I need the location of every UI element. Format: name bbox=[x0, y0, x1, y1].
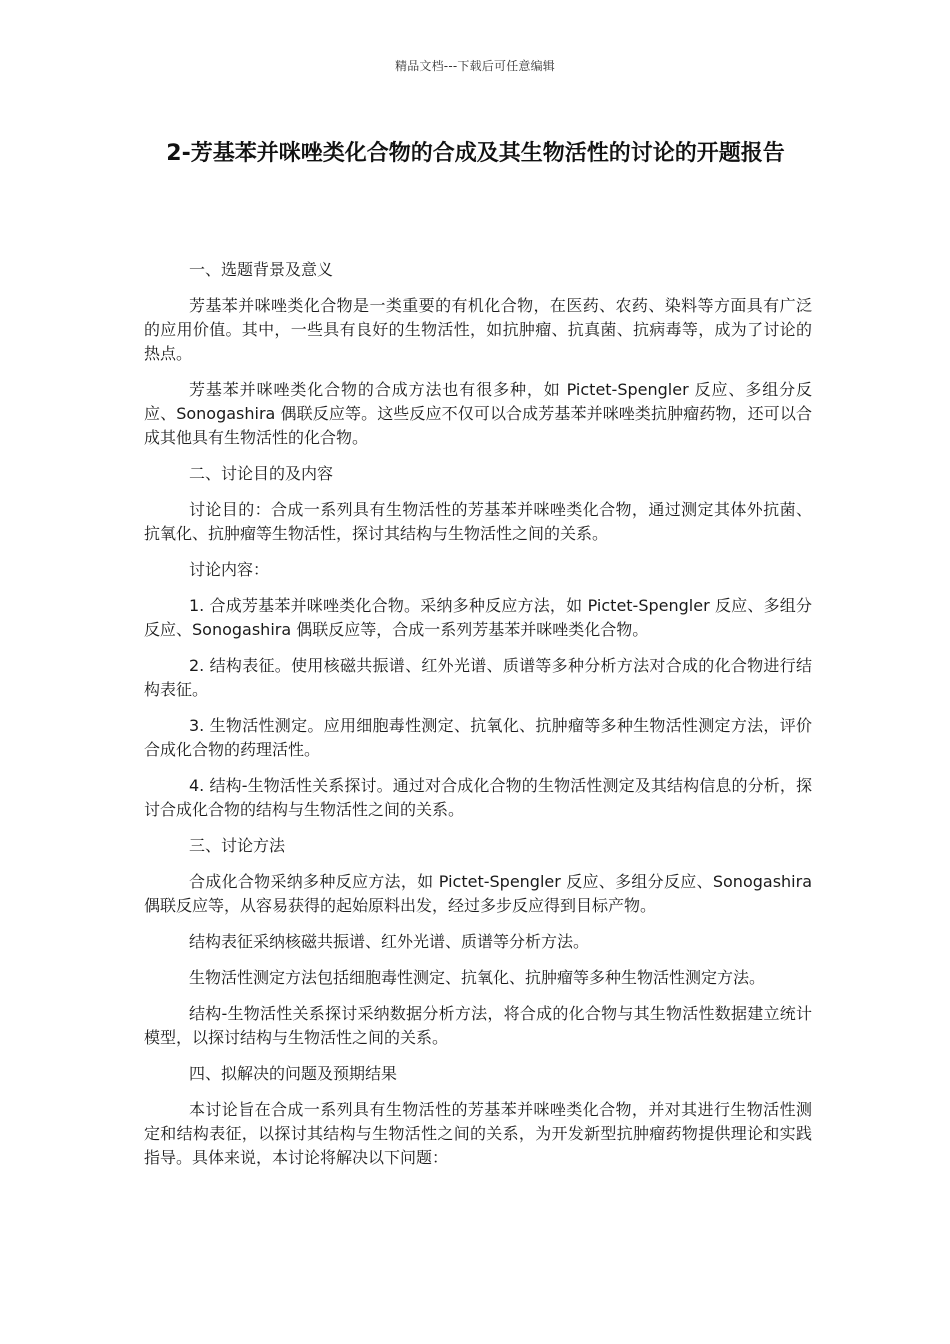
list-item: 3. 生物活性测定。应用细胞毒性测定、抗氧化、抗肿瘤等多种生物活性测定方法，评价合成化合物的药理活性。 bbox=[144, 716, 812, 759]
paragraph: 讨论目的：合成一系列具有生物活性的芳基苯并咪唑类化合物，通过测定其体外抗菌、抗氧化、抗肿瘤等生物活性，探讨其结构与生物活性之间的关系。 bbox=[144, 500, 812, 543]
document-body bbox=[144, 258, 812, 1182]
section-methods bbox=[144, 834, 812, 1050]
paragraph: 合成化合物采纳多种反应方法，如 Pictet-Spengler 反应、多组分反应、Sonogashira 偶联反应等，从容易获得的起始原料出发，经过多步反应得到目标产物。 bbox=[144, 872, 812, 915]
paragraph: 讨论内容： bbox=[189, 560, 270, 579]
paragraph: 结构-生物活性关系探讨采纳数据分析方法，将合成的化合物与其生物活性数据建立统计模型，以探讨结构与生物活性之间的关系。 bbox=[144, 1004, 812, 1047]
paragraph: 结构表征采纳核磁共振谱、红外光谱、质谱等分析方法。 bbox=[189, 932, 590, 951]
header-note: 精品文档---下载后可任意编辑 bbox=[395, 59, 555, 73]
section-heading: 一、选题背景及意义 bbox=[189, 260, 334, 279]
section-objectives bbox=[144, 462, 812, 822]
list-item: 4. 结构-生物活性关系探讨。通过对合成化合物的生物活性测定及其结构信息的分析，探讨合成化合物的结构与生物活性之间的关系。 bbox=[144, 776, 812, 819]
list-item: 2. 结构表征。使用核磁共振谱、红外光谱、质谱等多种分析方法对合成的化合物进行结构表征。 bbox=[144, 656, 812, 699]
section-background bbox=[144, 258, 812, 450]
list-item: 1. 合成芳基苯并咪唑类化合物。采纳多种反应方法，如 Pictet-Spengler 反应、多组分反应、Sonogashira 偶联反应等，合成一系列芳基苯并咪唑类化合物。 bbox=[144, 596, 812, 639]
paragraph: 芳基苯并咪唑类化合物的合成方法也有很多种，如 Pictet-Spengler 反应、多组分反应、Sonogashira 偶联反应等。这些反应不仅可以合成芳基苯并咪唑类抗肿瘤药物，还可以合成其他具有生物活性的化合物。 bbox=[144, 380, 812, 447]
section-heading: 三、讨论方法 bbox=[189, 836, 286, 855]
paragraph: 芳基苯并咪唑类化合物是一类重要的有机化合物，在医药、农药、染料等方面具有广泛的应用价值。其中，一些具有良好的生物活性，如抗肿瘤、抗真菌、抗病毒等，成为了讨论的热点。 bbox=[144, 296, 812, 363]
paragraph: 生物活性测定方法包括细胞毒性测定、抗氧化、抗肿瘤等多种生物活性测定方法。 bbox=[189, 968, 766, 987]
section-heading: 二、讨论目的及内容 bbox=[189, 464, 334, 483]
section-heading: 四、拟解决的问题及预期结果 bbox=[189, 1064, 398, 1083]
page-title: 2-芳基苯并咪唑类化合物的合成及其生物活性的讨论的开题报告 bbox=[166, 141, 785, 166]
paragraph: 本讨论旨在合成一系列具有生物活性的芳基苯并咪唑类化合物，并对其进行生物活性测定和结构表征，以探讨其结构与生物活性之间的关系，为开发新型抗肿瘤药物提供理论和实践指导。具体来说，本讨论将解决以下问题： bbox=[144, 1100, 812, 1167]
section-expected-results bbox=[144, 1062, 812, 1170]
